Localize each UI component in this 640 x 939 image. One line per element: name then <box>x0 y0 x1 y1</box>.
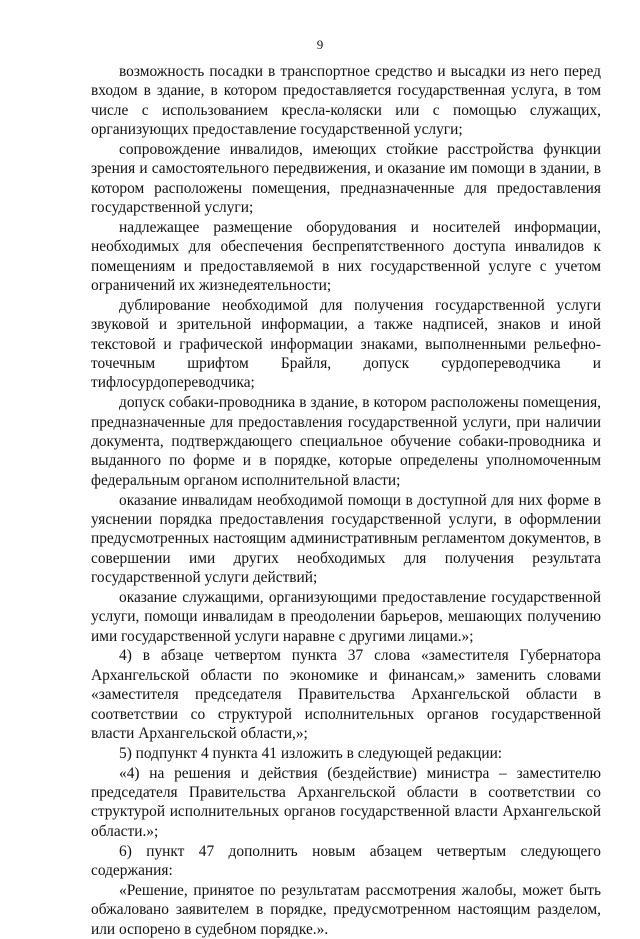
paragraph: сопровождение инвалидов, имеющих стойкие расстройства функции зрения и самостоятельного передвижения, и оказание им помощи в здании, в котором расположены помещения, предназначенные для предоставления государственной услуги; <box>91 140 601 216</box>
paragraph: 4) в абзаце четвертом пункта 37 слова «заместителя Губернатора Архангельской области по экономике и финансам,» заменить словами «заместителя председателя Правительства Архангельской области в соответствии со структурой исполнительных органов государственной власти Архангельской области,»; <box>91 647 601 742</box>
paragraph: оказание инвалидам необходимой помощи в доступной для них форме в уяснении порядка предоставления государственной услуги, в оформлении предусмотренных настоящим административным регламентом документов, в совершении ими других необходимых для получения результата государственной услуги действий; <box>91 491 601 586</box>
page-number: 9 <box>316 37 324 52</box>
paragraph: оказание служащими, организующими предоставление государственной услуги, помощи инвалидам в преодолении барьеров, мешающих получению ими государственной услуги наравне с другими лицами.»; <box>91 588 601 645</box>
paragraph: дублирование необходимой для получения государственной услуги звуковой и зрительной информации, а также надписей, знаков и иной текстовой и графической информации знаками, выполненными рельефно-точечным шрифтом Брайля, допуск сурдопереводчика и тифлосурдопереводчика; <box>91 296 601 392</box>
paragraph: 6) пункт 47 дополнить новым абзацем четвертым следующего содержания: <box>91 842 601 880</box>
paragraph: «Решение, принятое по результатам рассмотрения жалобы, может быть обжаловано заявителем в порядке, предусмотренном настоящим разделом, или оспорено в судебном порядке.». <box>91 881 601 938</box>
paragraph: возможность посадки в транспортное средство и высадки из него перед входом в здание, в котором предоставляется государственная услуга, в том числе с использованием кресла-коляски или с помощью служащих, организующих предоставление государственной услуги; <box>91 63 601 139</box>
paragraph: допуск собаки-проводника в здание, в котором расположены помещения, предназначенные для предоставления государственной услуги, при наличии документа, подтверждающего специальное обучение собаки-проводника и выданного по форме и в порядке, которые определены уполномоченным федеральным органом исполнительной власти; <box>91 394 601 489</box>
paragraph: надлежащее размещение оборудования и носителей информации, необходимых для обеспечения беспрепятственного доступа инвалидов к помещениям и предоставляемой в них государственной услуге с учетом ограничений их жизнедеятельности; <box>91 218 601 294</box>
paragraph: «4) на решения и действия (бездействие) министра – заместителю председателя Правительства Архангельской области в соответствии со структурой исполнительных органов государственной власти Архангельской области.»; <box>91 764 601 840</box>
paragraph: 5) подпункт 4 пункта 41 изложить в следующей редакции: <box>119 744 503 762</box>
document-body <box>91 62 601 939</box>
